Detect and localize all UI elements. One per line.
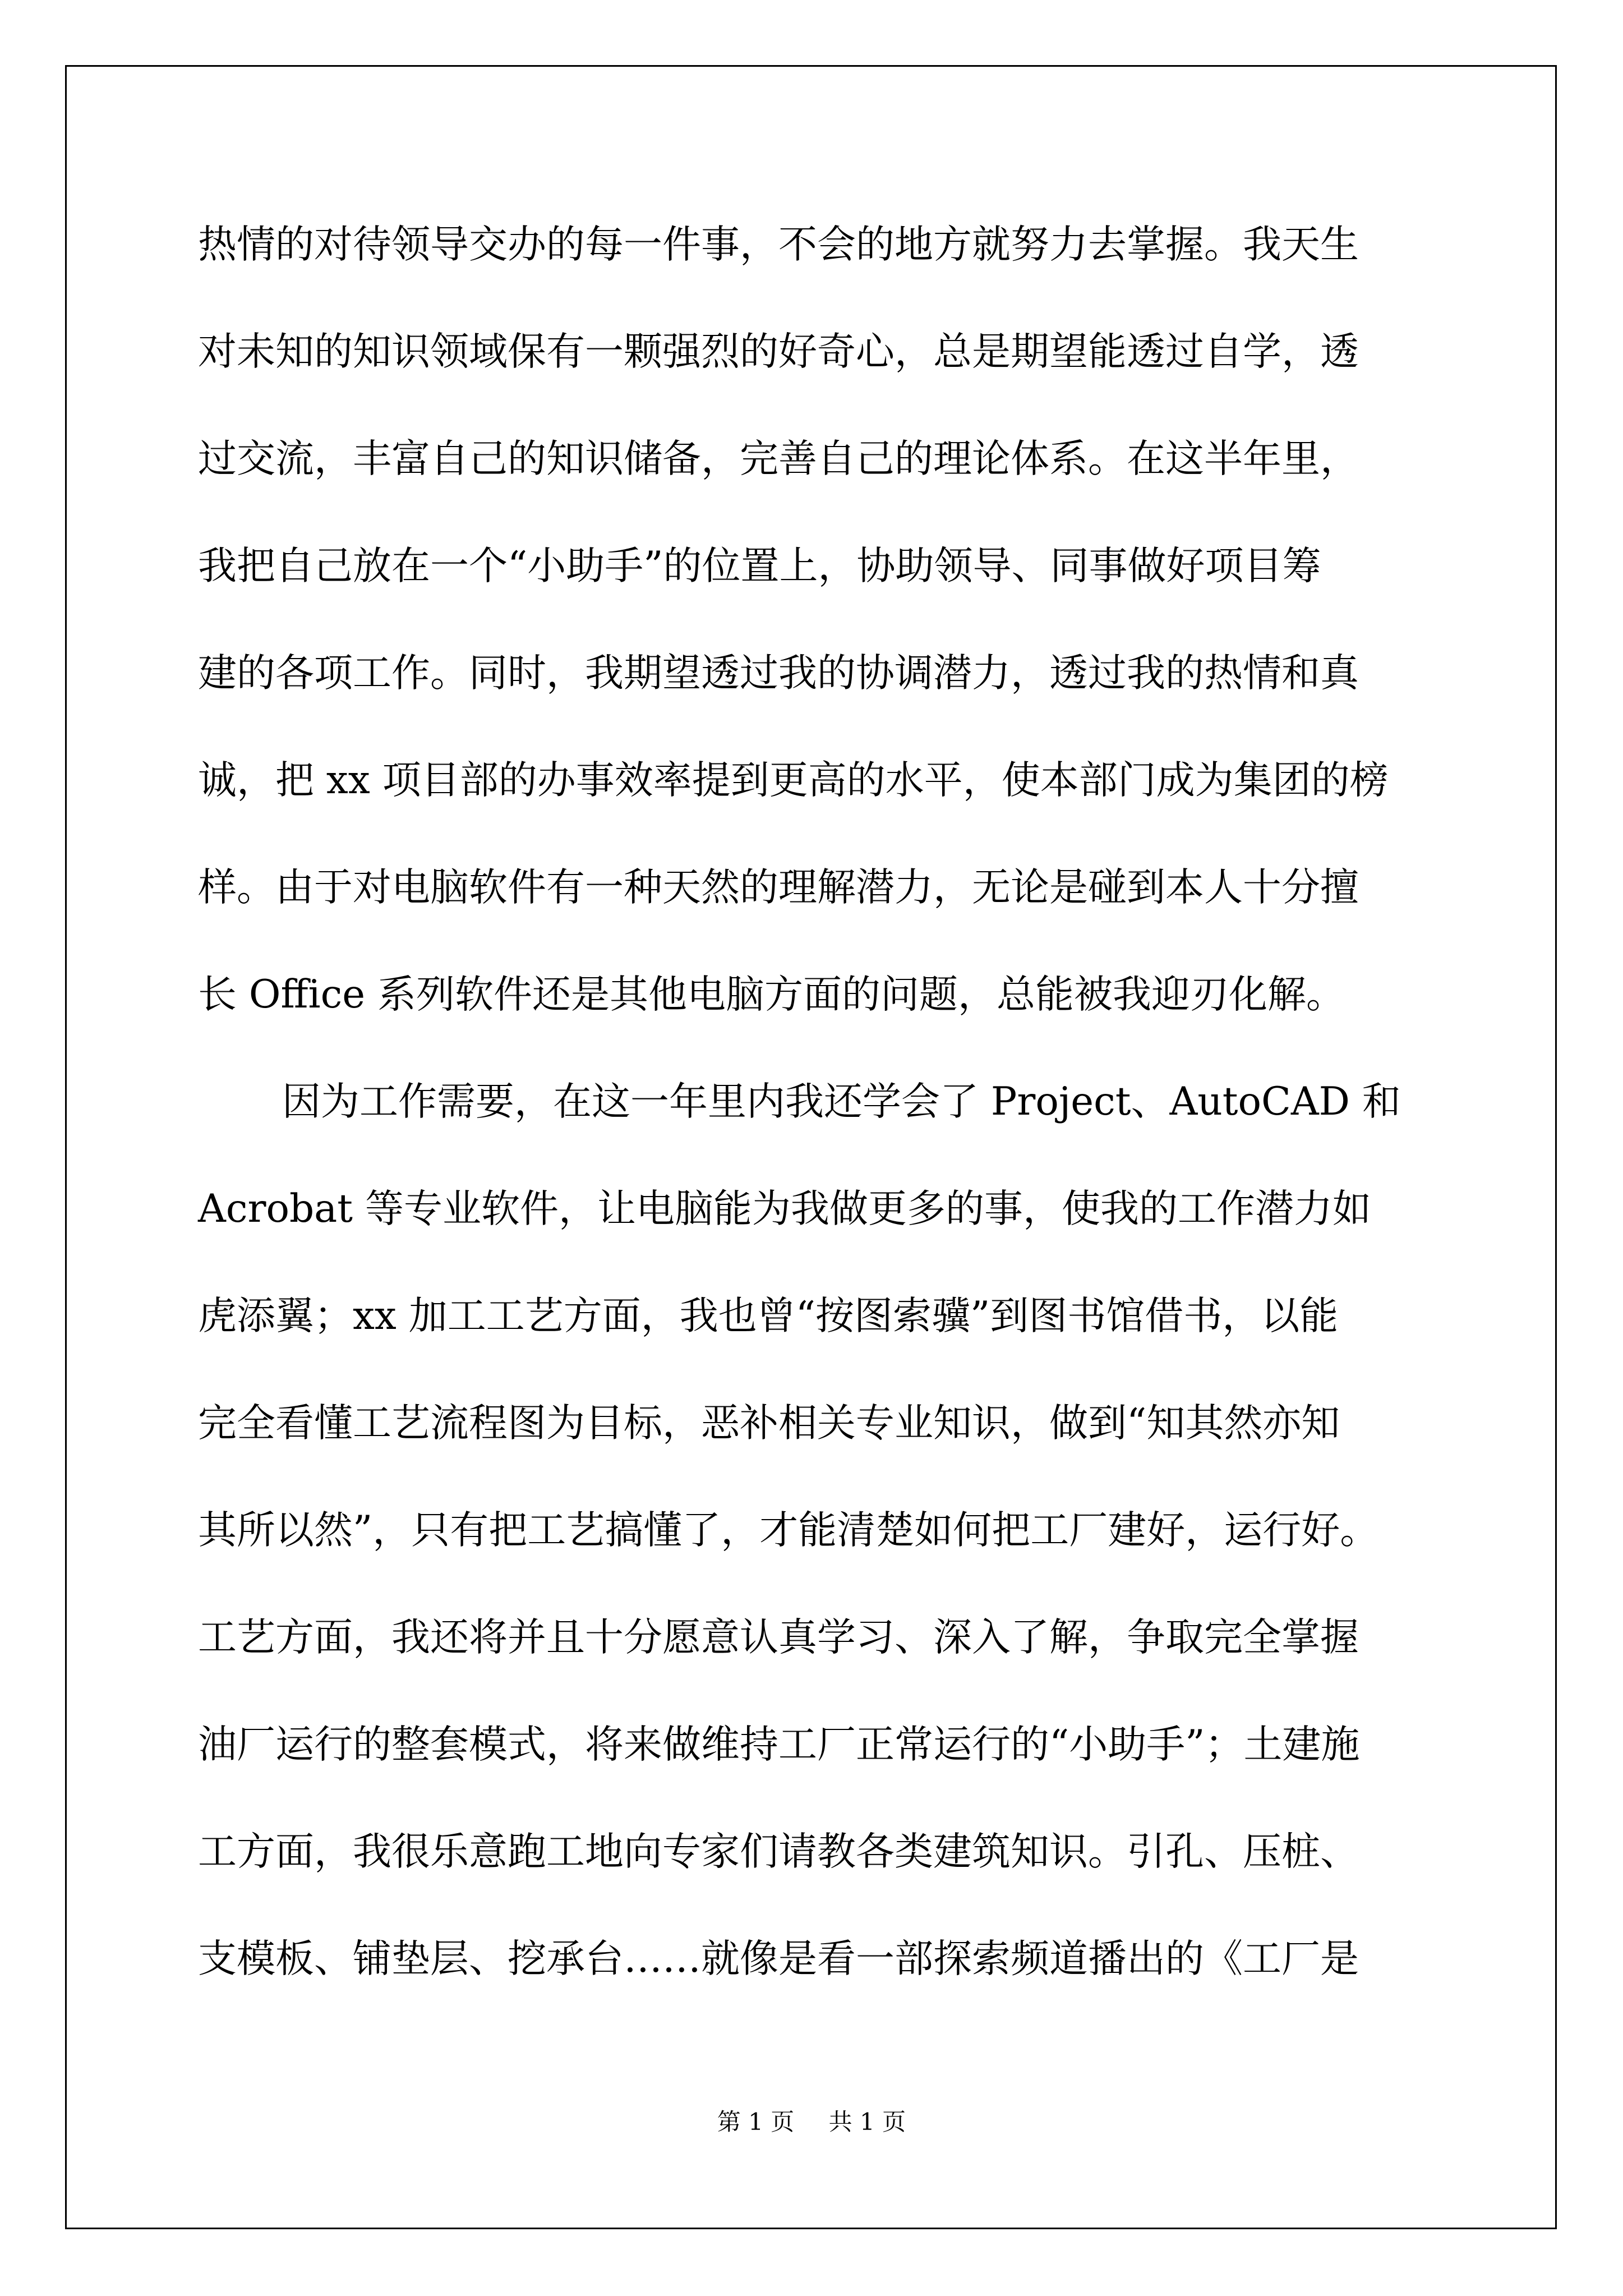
text-line: 其所以然”，只有把工艺搞懂了，才能清楚如何把工厂建好，运行好。 — [198, 1508, 1379, 1553]
text-line: 样。由于对电脑软件有一种天然的理解潜力，无论是碰到本人十分擅 — [198, 865, 1359, 910]
page-number: 第 1 页 — [717, 2108, 795, 2136]
text-line: 油厂运行的整套模式，将来做维持工厂正常运行的“小助手”；土建施 — [198, 1722, 1360, 1767]
text-line: 工艺方面，我还将并且十分愿意认真学习、深入了解，争取完全掌握 — [198, 1615, 1359, 1660]
text-line: 完全看懂工艺流程图为目标，恶补相关专业知识，做到“知其然亦知 — [198, 1401, 1340, 1446]
text-line: Acrobat 等专业软件，让电脑能为我做更多的事，使我的工作潜力如 — [198, 1186, 1371, 1231]
text-line: 诚，把 xx 项目部的办事效率提到更高的水平，使本部门成为集团的榜 — [198, 758, 1389, 803]
text-line: 长 Office 系列软件还是其他电脑方面的问题，总能被我迎刃化解。 — [198, 972, 1345, 1017]
text-line: 虎添翼；xx 加工工艺方面，我也曾“按图索骥”到图书馆借书，以能 — [198, 1294, 1339, 1338]
text-line: 热情的对待领导交办的每一件事，不会的地方就努力去掌握。我天生 — [198, 222, 1359, 267]
paragraph — [198, 211, 1454, 1068]
document-body — [198, 211, 1454, 2032]
page-footer — [0, 2104, 1623, 2137]
text-line: 我把自己放在一个“小助手”的位置上，协助领导、同事做好项目筹 — [198, 544, 1321, 588]
text-line: 建的各项工作。同时，我期望透过我的协调潜力，透过我的热情和真 — [198, 651, 1359, 696]
paragraph — [198, 1068, 1454, 2032]
text-line: 过交流，丰富自己的知识储备，完善自己的理论体系。在这半年里， — [198, 436, 1359, 481]
text-line: 因为工作需要，在这一年里内我还学会了 Project、AutoCAD 和 — [282, 1079, 1401, 1124]
text-line: 工方面，我很乐意跑工地向专家们请教各类建筑知识。引孔、压桩、 — [198, 1829, 1359, 1874]
text-line: 对未知的知识领域保有一颗强烈的好奇心，总是期望能透过自学，透 — [198, 329, 1359, 374]
text-line: 支模板、铺垫层、挖承台……就像是看一部探索频道播出的《工厂是 — [198, 1936, 1359, 1981]
page-total: 共 1 页 — [828, 2108, 906, 2136]
